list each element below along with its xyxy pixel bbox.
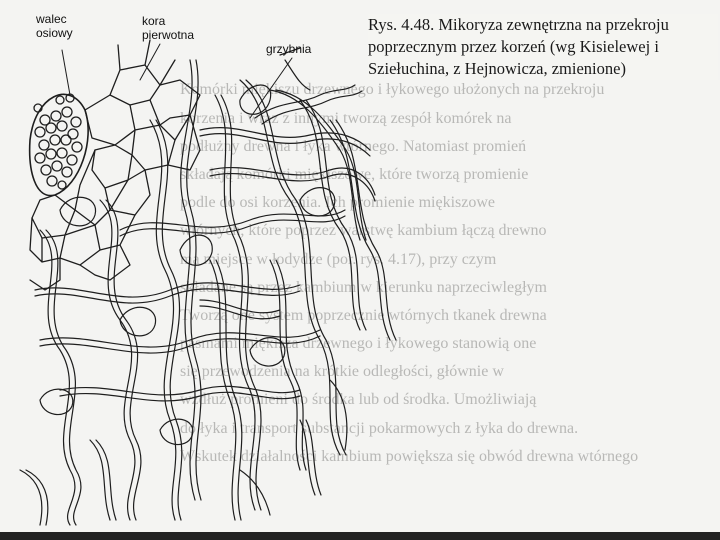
body-text-line: ma miejsce w łodydze (por. rys. 4.17), przy czym [180,250,497,268]
figure-caption: Rys. 4.48. Mikoryza zewnętrzna na przekroju poprzecznym przez korzeń (wg Kisielewej i Sziełuchina, z Hejnowicza, zmienione) [368,14,718,80]
label-grzybnia: grzybnia [266,42,312,56]
stele-cells [30,94,88,196]
body-text-line: wzdłuż promieni do środka lub od środka. Umożliwiają [180,391,537,409]
body-text-line: Komórki miękiszu drzewnego i łykowego ułożonych na przekroju [180,81,605,99]
body-text-line: składane są przez kambium w kierunku naprzeciwległym [180,278,547,296]
body-text-line: podłużny drewna i łyka wtórnego. Natomiast promień [180,137,527,155]
scan-edge [0,532,720,540]
hyphae-network [20,48,396,525]
label-walec-osiowy: walec osiowy [36,12,73,40]
body-text-line: składają komórki miękiszowe, które tworzą promienie [180,165,529,183]
body-text-line: wtórnych, które poprzez warstwę kambium łączą drewno [180,222,547,240]
body-text-line: podle do osi korzenia. Ich promienie miękiszowe [180,194,496,212]
body-text-line: korzenia i wraz z innymi tworzą zespół komórek na [180,109,512,127]
body-text-line: pasmami miękisza drzewnego i łykowego stanowią one [180,335,537,353]
body-text-line: się przewodzenia na krótkie odległości, głównie w [180,363,504,381]
body-text-line: do łyka i transport substancji pokarmowych z łyka do drewna. [180,419,579,437]
label-kora-pierwotna: kora pierwotna [142,14,195,42]
cortex-cells [30,40,200,290]
body-text-line: Wskutek działalności kambium powiększa się obwód drewna wtórnego [180,447,639,465]
body-text-line: Tworzą one system poprzecznie wtórnych tkanek drewna [180,306,547,324]
